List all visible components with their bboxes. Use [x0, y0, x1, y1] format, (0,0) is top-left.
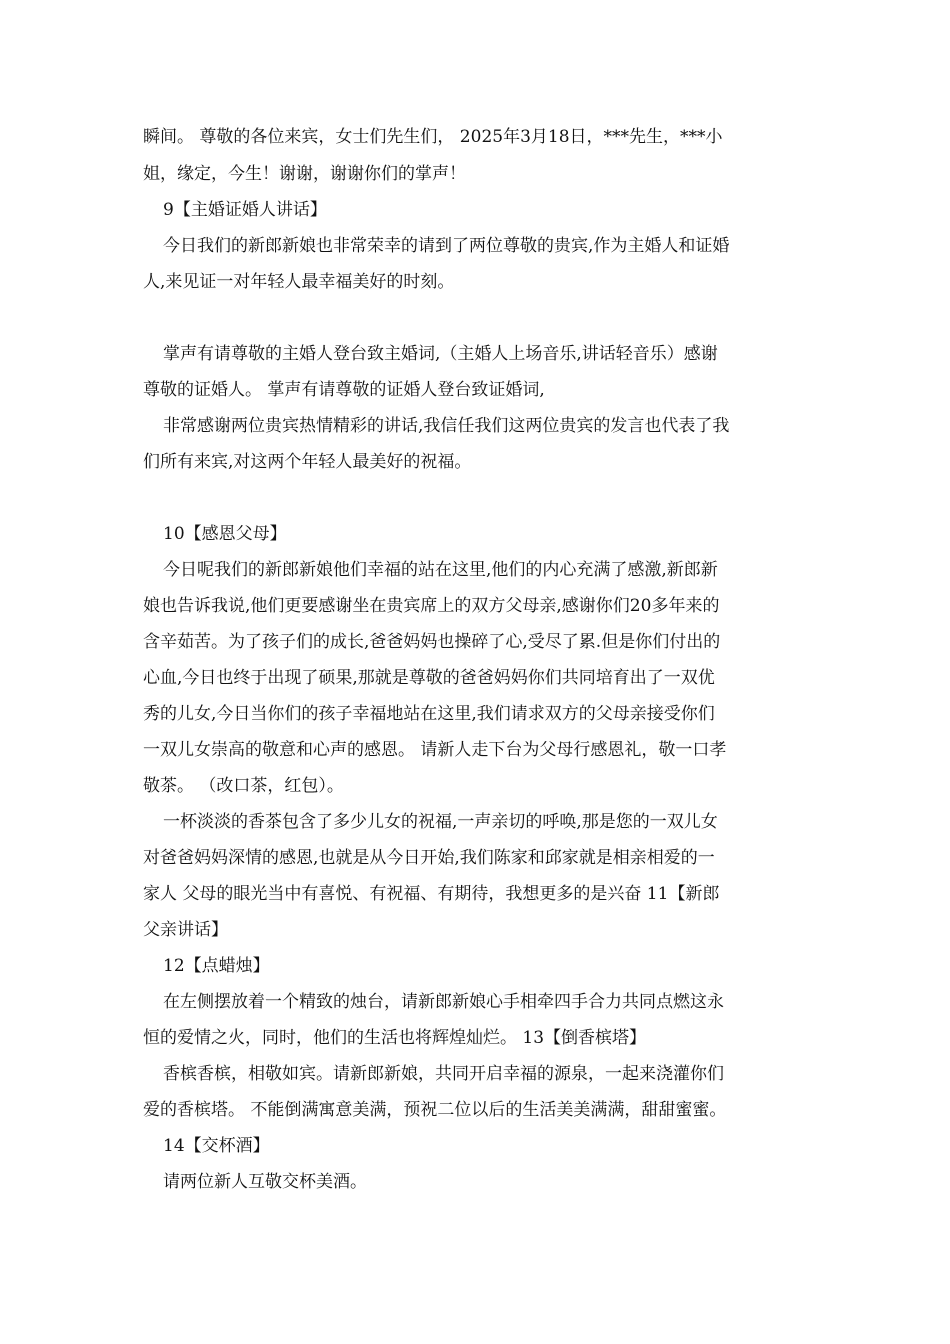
- text-line: 心血,今日也终于出现了硕果,那就是尊敬的爸爸妈妈你们共同培育出了一双优: [143, 668, 715, 688]
- text-line: 对爸爸妈妈深情的感恩,也就是从今日开始,我们陈家和邱家就是相亲相爱的一: [143, 848, 715, 868]
- text-line: 掌声有请尊敬的主婚人登台致主婚词,（主婚人上场音乐,讲话轻音乐）感谢: [163, 344, 718, 364]
- section-heading: 9【主婚证婚人讲话】: [163, 200, 327, 220]
- text-line: 姐，缘定，今生！谢谢，谢谢你们的掌声！: [143, 164, 466, 184]
- text-line: 香槟香槟，相敬如宾。请新郎新娘，共同开启幸福的源泉，一起来浇灌你们: [163, 1064, 724, 1084]
- text-line: 非常感谢两位贵宾热情精彩的讲话,我信任我们这两位贵宾的发言也代表了我: [163, 416, 730, 436]
- text-line: 们所有来宾,对这两个年轻人最美好的祝福。: [143, 452, 472, 472]
- text-line: 一双儿女崇高的敬意和心声的感恩。 请新人走下台为父母行感恩礼，敬一口孝: [143, 740, 727, 760]
- text-line: 人,来见证一对年轻人最幸福美好的时刻。: [143, 272, 455, 292]
- text-line: 今日我们的新郎新娘也非常荣幸的请到了两位尊敬的贵宾,作为主婚人和证婚: [163, 236, 730, 256]
- section-heading: 14【交杯酒】: [163, 1136, 270, 1156]
- text-line: 尊敬的证婚人。 掌声有请尊敬的证婚人登台致证婚词,: [143, 380, 545, 400]
- text-line: 父亲讲话】: [143, 920, 228, 940]
- text-line: 请两位新人互敬交杯美酒。: [163, 1172, 367, 1192]
- text-line: 娘也告诉我说,他们更要感谢坐在贵宾席上的双方父母亲,感谢你们20多年来的: [143, 596, 720, 616]
- text-line: 爱的香槟塔。 不能倒满寓意美满，预祝二位以后的生活美美满满，甜甜蜜蜜。: [143, 1100, 727, 1120]
- text-line: 家人 父母的眼光当中有喜悦、有祝福、有期待，我想更多的是兴奋 11【新郎: [143, 884, 720, 904]
- text-line: 今日呢我们的新郎新娘他们幸福的站在这里,他们的内心充满了感激,新郎新: [163, 560, 718, 580]
- text-line: 在左侧摆放着一个精致的烛台，请新郎新娘心手相牵四手合力共同点燃这永: [163, 992, 724, 1012]
- text-line: 恒的爱情之火，同时，他们的生活也将辉煌灿烂。 13【倒香槟塔】: [143, 1028, 647, 1048]
- section-heading: 10【感恩父母】: [163, 524, 287, 544]
- section-heading: 12【点蜡烛】: [163, 956, 270, 976]
- text-line: 含辛茹苦。为了孩子们的成长,爸爸妈妈也操碎了心,受尽了累.但是你们付出的: [143, 632, 721, 652]
- text-line: 秀的儿女,今日当你们的孩子幸福地站在这里,我们请求双方的父母亲接受你们: [143, 704, 715, 724]
- text-line: 瞬间。 尊敬的各位来宾，女士们先生们， 2025年3月18日，***先生，***小: [143, 127, 723, 147]
- text-line: 一杯淡淡的香茶包含了多少儿女的祝福,一声亲切的呼唤,那是您的一双儿女: [163, 812, 718, 832]
- text-line: 敬茶。 （改口茶，红包）。: [143, 776, 344, 796]
